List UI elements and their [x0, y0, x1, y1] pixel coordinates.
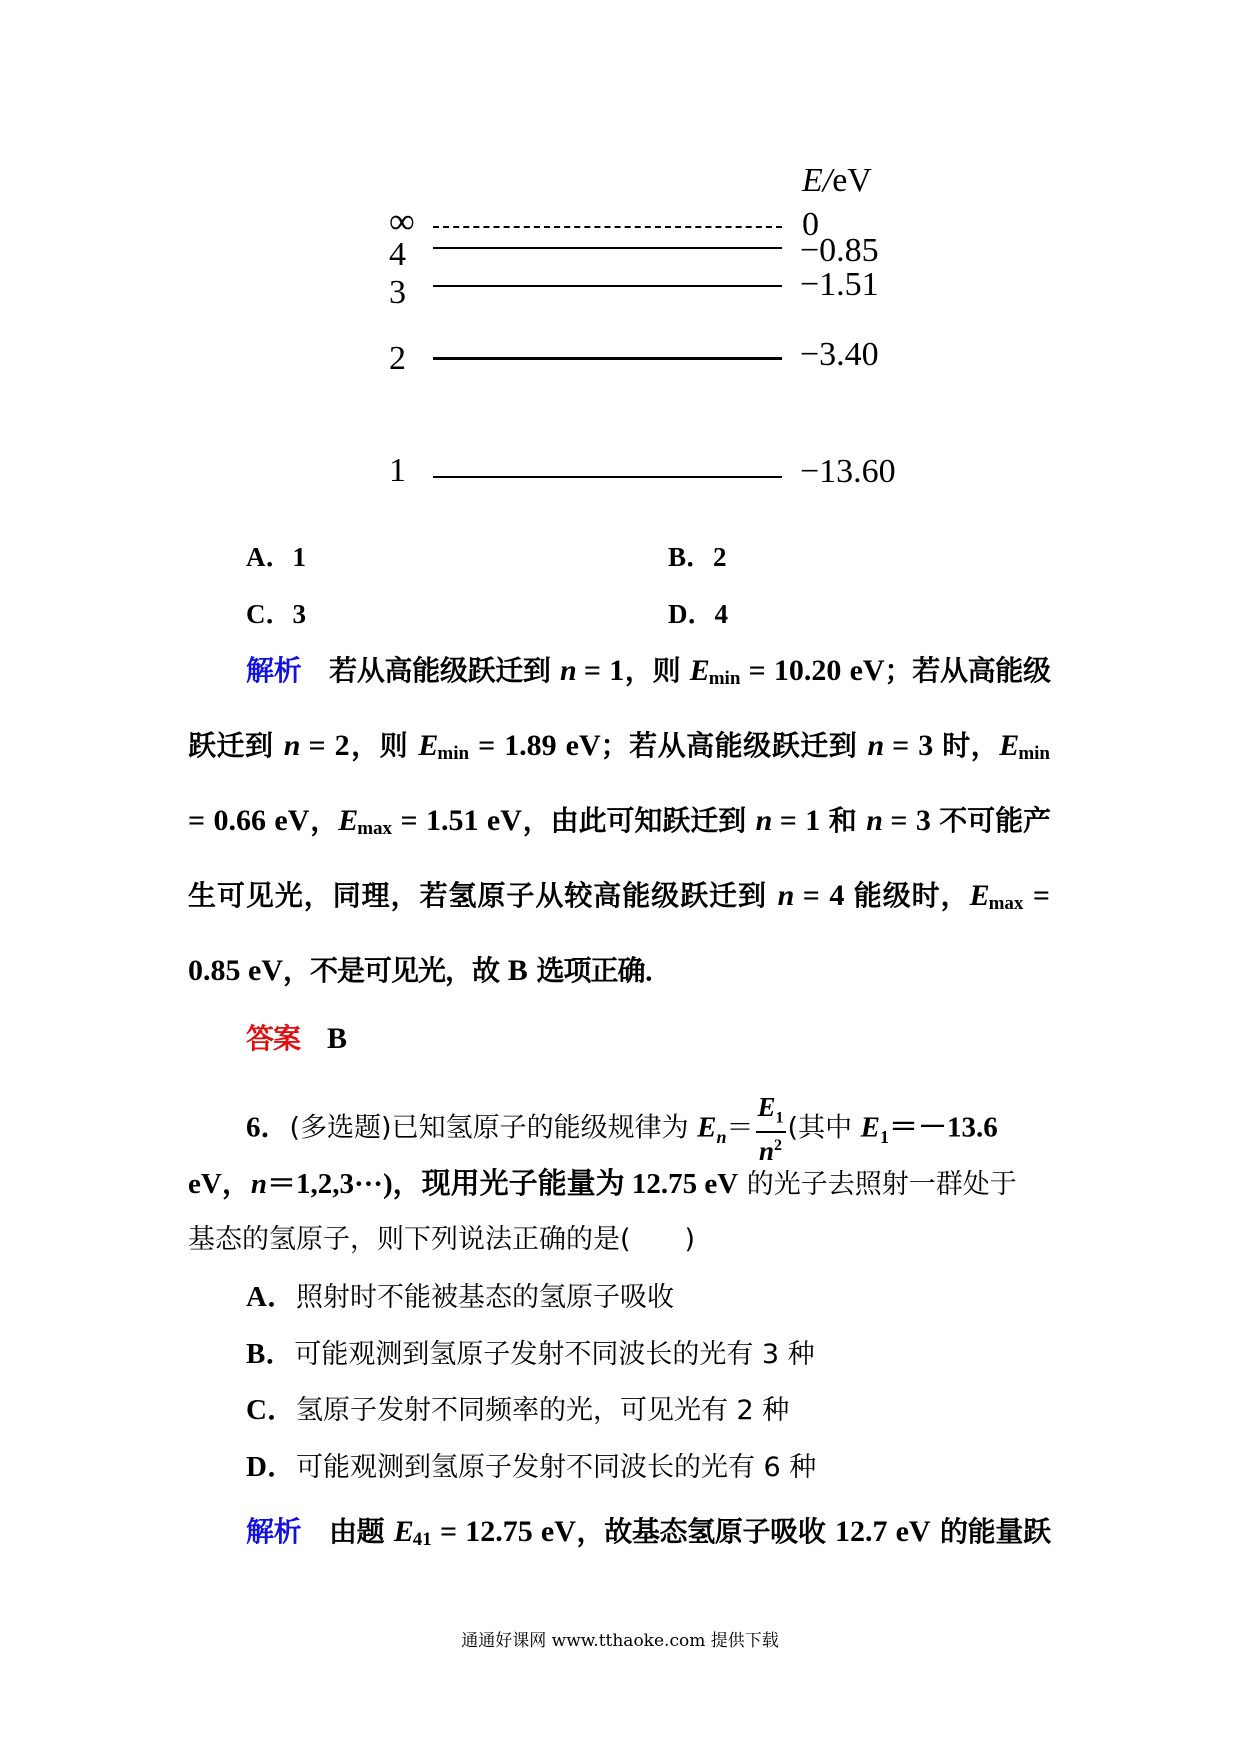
text-run: ；若从高能级	[884, 654, 1050, 687]
answer-label: 答案	[246, 1022, 301, 1055]
q6-math: 1	[880, 1127, 890, 1148]
q6-line-1	[246, 1092, 1050, 1167]
level-label-3: 3	[389, 274, 406, 311]
level-energy-infinity: 0	[802, 206, 819, 243]
option-letter: C．	[246, 1394, 296, 1426]
numeric-run: = 10.20 eV	[740, 654, 885, 687]
option-letter: B．	[246, 1338, 295, 1370]
text-run: 跃迁到	[188, 729, 284, 762]
math-subscript: max	[357, 818, 393, 839]
q6-text: ＝	[726, 1112, 754, 1144]
option-letter: B．	[668, 542, 714, 572]
numeric-run: = 2	[299, 729, 350, 762]
numeric-run: 12.7 eV	[834, 1515, 931, 1548]
text-run: 和	[828, 804, 867, 837]
math-variable: E	[999, 729, 1019, 762]
math-subscript: min	[437, 743, 470, 764]
numeric-run: = 0.66 eV	[188, 804, 310, 837]
option-text: 1	[292, 542, 306, 572]
analysis-label: 解析	[246, 1515, 302, 1548]
option-text: 可能观测到氢原子发射不同波长的光有 3 种	[294, 1339, 815, 1370]
text-run: 时，	[942, 729, 1000, 762]
analysis-label: 解析	[246, 654, 302, 687]
page-footer: 通通好课网 www.tthaoke.com 提供下载	[461, 1631, 779, 1651]
option-letter: D．	[246, 1451, 296, 1483]
q6-fraction	[756, 1092, 786, 1167]
axis-label-wrap	[802, 162, 872, 200]
frac-bottom	[756, 1133, 786, 1167]
analysis-line	[188, 803, 1050, 847]
text-run: ，	[309, 804, 339, 837]
q6-option-d	[246, 1449, 1108, 1486]
numeric-run: = 1.89 eV	[469, 729, 601, 762]
numeric-run: 0.85 eV	[188, 954, 283, 987]
option-text: 可能观测到氢原子发射不同波长的光有 6 种	[295, 1452, 817, 1483]
math-subscript: min	[1018, 743, 1050, 764]
math-variable: E	[418, 729, 438, 762]
text-run: ，则	[349, 729, 419, 762]
q6-line-3: 基态的氢原子，则下列说法正确的是( )	[188, 1224, 696, 1255]
math-variable: n	[866, 804, 882, 837]
q6-math: E	[860, 1111, 881, 1144]
numeric-run: = 3	[881, 804, 940, 837]
analysis-2	[246, 1514, 1050, 1558]
q6-option-b	[246, 1336, 1108, 1373]
numeric-run: =	[1023, 879, 1050, 912]
level-energy-4: −0.85	[800, 232, 879, 269]
text-run: 不可能产	[939, 804, 1050, 837]
text-run: 生可见光，同理，若氢原子从较高能级跃迁到	[188, 879, 778, 912]
frac-top	[756, 1094, 786, 1133]
analysis-line	[188, 728, 1050, 772]
math-subscript: min	[708, 668, 741, 689]
math-variable: n	[777, 879, 794, 912]
text-run: ；若从高能级跃迁到	[600, 729, 868, 762]
answer-value: B	[327, 1022, 348, 1055]
numeric-run: = 4	[793, 879, 854, 912]
numeric-run: = 12.75 eV	[431, 1515, 576, 1548]
analysis-text	[329, 1515, 1050, 1548]
level-energy-2: −3.40	[800, 336, 879, 373]
math-subscript: 41	[412, 1529, 432, 1550]
numeric-run: = 1	[771, 804, 829, 837]
frac-numerator-sub: 1	[775, 1109, 784, 1127]
level-line-2	[433, 357, 782, 360]
level-energy-3: −1.51	[800, 266, 879, 303]
option-text: 氢原子发射不同频率的光，可见光有 2 种	[295, 1395, 790, 1426]
level-line-1	[433, 476, 782, 478]
text-run: ，由此可知跃迁到	[521, 804, 756, 837]
q6-text: (其中	[787, 1112, 861, 1144]
q6-math: n	[716, 1127, 727, 1148]
math-variable: E	[689, 654, 709, 687]
option-text: 3	[292, 599, 306, 629]
math-variable: n	[560, 654, 576, 687]
text-run: ，则	[624, 654, 690, 687]
q6-line-2	[188, 1166, 1050, 1203]
math-variable: E	[969, 879, 989, 912]
text-run: 由题	[329, 1515, 394, 1548]
level-label-infinity: ∞	[389, 201, 415, 241]
level-label-1: 1	[389, 452, 406, 489]
q6-text: 12.75 eV	[631, 1168, 739, 1200]
q6-text: ＝－13.6	[889, 1111, 998, 1144]
numeric-run: = 1.51 eV	[392, 804, 522, 837]
text-run: 若从高能级跃迁到	[329, 654, 561, 687]
numeric-run: = 3	[883, 729, 943, 762]
level-line-3	[433, 285, 782, 287]
analysis-line	[188, 953, 1050, 989]
option-letter: C．	[246, 599, 293, 629]
math-variable: n	[283, 729, 300, 762]
option-letter: D．	[668, 599, 715, 629]
q5-option-c	[246, 592, 306, 631]
numeric-run: = 1	[575, 654, 625, 687]
option-text: 2	[713, 542, 727, 572]
analysis-line	[246, 653, 1050, 697]
level-line-4	[433, 247, 782, 249]
level-energy-1: −13.60	[800, 453, 896, 490]
math-variable: n	[755, 804, 772, 837]
text-run: 能级时，	[853, 879, 970, 912]
q6-text: (多选题)已知氢原子的能级规律为	[289, 1112, 698, 1144]
analysis-line	[188, 878, 1050, 922]
option-letter: A．	[246, 1281, 296, 1313]
text-run: 选项正确．	[527, 954, 672, 987]
q6-option-a	[246, 1279, 1108, 1316]
q6-text: 的光子去照射一群处于	[738, 1169, 1017, 1200]
text-run: ，故基态氢原子吸收	[575, 1515, 835, 1548]
q6-text: eV，	[188, 1168, 251, 1200]
text-run: ，不是可见光，故	[282, 954, 508, 987]
q6-math: E	[697, 1111, 717, 1144]
math-variable: n	[867, 729, 884, 762]
level-label-2: 2	[389, 340, 406, 377]
frac-denominator-sup: 2	[774, 1137, 783, 1155]
option-letter: A．	[246, 542, 293, 572]
frac-numerator: E	[757, 1092, 776, 1122]
numeric-run: B	[507, 954, 528, 987]
option-text: 4	[714, 599, 728, 629]
q5-option-a	[246, 535, 306, 574]
q6-text: ＝1,2,3···)，现用光子能量为	[266, 1168, 632, 1200]
question-number: 6．	[246, 1111, 290, 1144]
analysis-text	[329, 654, 1050, 687]
q5-option-d	[668, 592, 728, 631]
axis-label: E/eV	[802, 162, 872, 199]
q5-option-b	[668, 535, 727, 574]
answer	[246, 1021, 546, 1057]
math-variable: E	[393, 1515, 413, 1548]
frac-denominator: n	[759, 1136, 775, 1167]
math-subscript: max	[988, 893, 1024, 914]
option-text: 照射时不能被基态的氢原子吸收	[295, 1282, 674, 1313]
text-run: 的能量跃	[930, 1515, 1051, 1548]
level-line-infinity	[433, 226, 782, 228]
level-label-4: 4	[389, 236, 406, 273]
q6-option-c	[246, 1392, 1108, 1429]
q6-math: n	[250, 1168, 267, 1200]
math-variable: E	[338, 804, 358, 837]
